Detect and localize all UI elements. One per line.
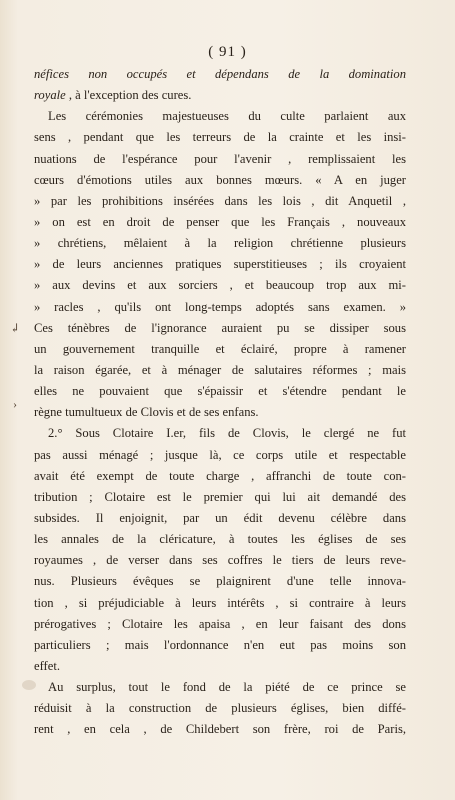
text-line: pas aussi ménagé ; jusque là, ce corps utile et respectable: [34, 447, 406, 462]
text-line: les annales de la cléricature, à toutes les églises de ses: [34, 532, 406, 547]
text-line: réduisit à la construction de plusieurs églises, bien diffé-: [34, 701, 406, 716]
text-line: » de leurs anciennes pratiques superstitieuses ; ils croyaient: [34, 257, 406, 272]
text-line: sens , pendant que les terreurs de la crainte et les insi-: [34, 130, 406, 145]
text-line: » par les prohibitions insérées dans les lois , dit Anquetil ,: [34, 193, 406, 208]
text-line: royaumes , de verser dans ses coffres le tiers de leurs reve-: [34, 553, 406, 568]
text-line: » racles , qu'ils ont long-temps adoptés sans examen. »: [34, 299, 406, 314]
text-line: » aux devins et aux sorciers , et beaucoup trop aux mi-: [34, 278, 406, 293]
text-line-rest: , à l'exception des cures.: [65, 88, 192, 103]
text-line: [34, 85, 406, 106]
text-line: rent , en cela , de Childebert son frère, roi de Paris,: [34, 722, 406, 737]
text-line: nuations de l'espérance pour l'avenir , remplissaient les: [34, 151, 406, 166]
text-line: elles ne pouvaient que s'épaissir et s'étendre pendant le: [34, 384, 406, 399]
text-line: Ces ténèbres de l'ignorance auraient pu se dissiper sous: [34, 320, 406, 335]
text-line: particuliers ; mais l'ordonnance n'en eut pas moins son: [34, 637, 406, 652]
margin-mark-chevron: ›: [13, 397, 17, 411]
text-line: un gouvernement tranquille et éclairé, propre à ramener: [34, 341, 406, 356]
text-line: néfices non occupés et dépendans de la domination: [34, 67, 406, 81]
text-line: règne tumultueux de Clovis et de ses enfans.: [34, 405, 259, 420]
text-line: Les cérémonies majestueuses du culte parlaient aux: [48, 109, 406, 124]
text-line: cœurs d'émotions utiles aux bonnes mœurs. « A en juger: [34, 172, 406, 187]
text-line: subsides. Il enjoignit, par un édit devenu célèbre dans: [34, 510, 406, 525]
text-line: Au surplus, tout le fond de la piété de ce prince se: [48, 680, 406, 695]
text-line-italic-part: royale: [34, 88, 66, 103]
text-line: tribution ; Clotaire est le premier qui lui ait demandé des: [34, 489, 406, 504]
text-line: 2.° Sous Clotaire I.er, fils de Clovis, le clergé ne fut: [48, 426, 406, 441]
text-line: avait été exempt de toute charge , affranchi de toute con-: [34, 468, 406, 483]
text-line: » on est en droit de penser que les Français , nouveaux: [34, 214, 406, 229]
text-line: nus. Plusieurs évêques se plaignirent d'une telle innova-: [34, 574, 406, 589]
page-number: ( 91 ): [208, 44, 247, 60]
text-line: tion , si préjudiciable à leurs intérêts , si contraire à leurs: [34, 595, 406, 610]
text-line: prérogatives ; Clotaire les apaisa , en leur faisant des dons: [34, 616, 406, 631]
text-line: effet.: [34, 658, 60, 673]
margin-mark-arrow: ↲: [10, 321, 21, 335]
text-line: la raison égarée, et à ménager de salutaires réformes ; mais: [34, 362, 406, 377]
body-text: [34, 64, 406, 741]
text-line: » chrétiens, mêlaient à la religion chrétienne plusieurs: [34, 236, 406, 251]
